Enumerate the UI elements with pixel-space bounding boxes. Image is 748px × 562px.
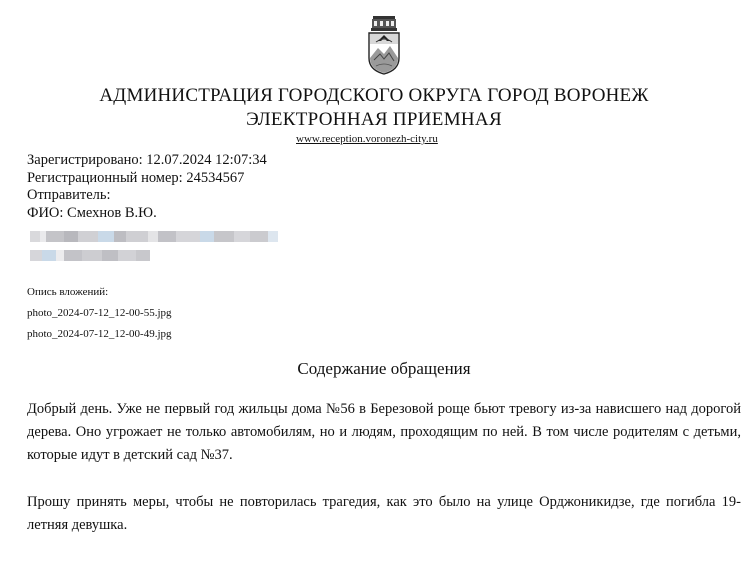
appeal-body — [27, 398, 741, 561]
coat-of-arms-icon — [364, 14, 404, 76]
attachments-list — [27, 282, 172, 345]
redacted-address-block — [30, 231, 278, 242]
registered-date: Зарегистрировано: 12.07.2024 12:07:34 — [27, 152, 267, 168]
registration-number: Регистрационный номер: 24534567 — [27, 169, 245, 186]
organization-title: АДМИНИСТРАЦИЯ ГОРОДСКОГО ОКРУГА ГОРОД ВОРОНЕЖ — [99, 85, 649, 106]
reception-url-link[interactable]: www.reception.voronezh-city.ru — [296, 133, 438, 145]
attachment-file[interactable]: photo_2024-07-12_12-00-49.jpg — [27, 328, 172, 340]
registration-info — [27, 152, 267, 222]
attachment-file[interactable]: photo_2024-07-12_12-00-55.jpg — [27, 307, 172, 319]
sender-fio: ФИО: Смехнов В.Ю. — [27, 204, 157, 221]
body-paragraph: Прошу принять меры, чтобы не повторилась трагедия, как это было на улице Орджоникидзе, где погибла 19-летняя девушка. — [27, 494, 741, 533]
redacted-phone-block — [30, 250, 150, 261]
sender-label: Отправитель: — [27, 187, 111, 203]
content-heading: Содержание обращения — [297, 359, 471, 378]
body-paragraph: Добрый день. Уже не первый год жильцы дома №56 в Березовой роще бьют тревогу из-за нависшего над дорогой дерева. Оно угрожает не только автомобилям, но и людям, проходящим по ней. В том числе родителям с детьми, которые идут в детский сад №37. — [27, 401, 741, 463]
document-subtitle: ЭЛЕКТРОННАЯ ПРИЕМНАЯ — [246, 109, 502, 130]
attachments-label: Опись вложений: — [27, 286, 109, 298]
